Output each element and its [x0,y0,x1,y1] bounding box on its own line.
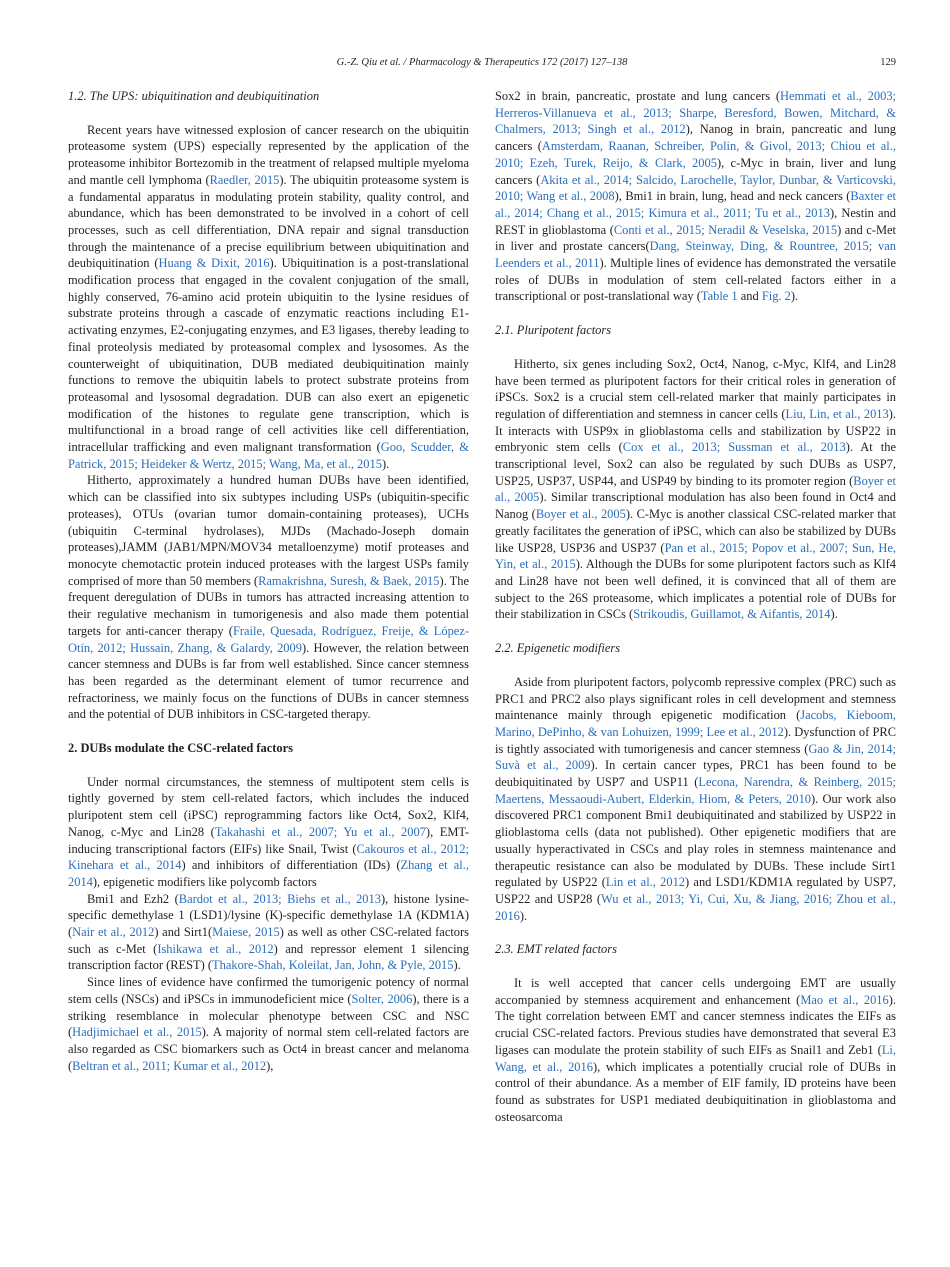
paragraph: Recent years have witnessed explosion of cancer research on the ubiquitin proteasome system (UPS) especially represented by the application of the proteasome inhibitor Bortezomib in the treatment of relapsed multiple myeloma and mantle cell lymphoma (Raedler, 2015). The ubiquitin proteasome system is a fundamental apparatus in modulating protein stability, quality control, and abundance, which has been demonstrated to be involved in a cohort of cell processes, such as cell differentiation, DNA repair and signal transduction through the maintenance of a precise equilibrium between ubiquitination and deubiquitination (Huang & Dixit, 2016). Ubiquitination is a post-translational modification process that engaged in the covalent conjugation of the small, highly conserved, 76-amino acid protein ubiquitin to the lysine residues of substrate proteins through a cascade of enzymatic reactions including E1-activating enzymes, E2-conjugating enzymes, and E3 ligases, thereby leading to final proteolysis mediated by proteasomal complex and lysosomes. As the counterweight of ubiquitination, DUB mediated deubiquitination mainly functions to remove the ubiquitin labels to protect substrate proteins from proteasomal and lysosomal degradation. DUB can also exert an epigenetic modification of the histones to regulate gene transcription, which is multifunctional in a broad range of cell activities like cell differentiation, intracellular trafficking and even malignant transformation (Goo, Scudder, & Patrick, 2015; Heideker & Wertz, 2015; Wang, Ma, et al., 2015). [68,122,469,471]
citation-link[interactable]: Pan et al., 2015; Popov et al., 2007; Sun, He, Yin, et al., 2015 [495,540,897,572]
table-link[interactable]: Table 1 [700,289,738,304]
citation-link[interactable]: Mao et al., 2016 [800,992,889,1007]
citation-link[interactable]: Zhang et al., 2014 [68,858,469,889]
citation-link[interactable]: Conti et al., 2015; Neradil & Veselska, 2015 [613,222,838,237]
citation-link[interactable]: Strikoudis, Guillamot, & Aifantis, 2014 [633,607,831,622]
citation-link[interactable]: Ishikawa et al., 2012 [157,941,274,956]
figure-link[interactable]: Fig. 2 [761,289,791,304]
journal-citation: G.-Z. Qiu et al. / Pharmacology & Therapeutics 172 (2017) 127–138 [336,57,628,68]
citation-link[interactable]: Nair et al., 2012 [72,925,155,940]
paragraph: Since lines of evidence have confirmed the tumorigenic potency of normal stem cells (NSCs) and iPSCs in immunodeficient mice (Solter, 2006), there is a striking resemblance in molecular phenotype between CSC and NSC (Hadjimichael et al., 2015). A majority of normal stem cell-related factors are also regarded as CSC biomarkers such as Oct4 in breast cancer and melanoma (Beltran et al., 2011; Kumar et al., 2012), [68,975,470,1073]
citation-link[interactable]: Gao & Jin, 2014; Suvà et al., 2009 [495,741,896,773]
citation-link[interactable]: Beltran et al., 2011; Kumar et al., 2012 [72,1058,267,1073]
citation-link[interactable]: Maiese, 2015 [212,925,280,940]
paragraph: Aside from pluripotent factors, polycomb repressive complex (PRC) such as PRC1 and PRC2 also plays significant roles in cell development and stemness maintenance mainly through epigenetic modification (Jacobs, Kieboom, Marino, DePinho, & van Lohuizen, 1999; Lee et al., 2012). Dysfunction of PRC is tightly associated with tumorigenesis and cancer stemness (Gao & Jin, 2014; Suvà et al., 2009). In certain cancer types, PRC1 has been found to be deubiquitinated by USP7 and USP11 (Lecona, Narendra, & Reinberg, 2015; Maertens, Messaoudi-Aubert, Elderkin, Hiom, & Peters, 2010). Our work also discovered PRC1 component Bmi1 deubiquitinated and stabilized by USP22 in glioblastoma cells (data not published). Other epigenetic modifiers that are usually hyperactivated in CSCs and play roles in stemness maintenance and therapeutic resistance can also be modulated by DUBs. These include Sirt1 regulated by USP22 (Lin et al., 2012) and LSD1/KDM1A regulated by USP7, USP22 and USP28 (Wu et al., 2013; Yi, Cui, Xu, & Jiang, 2016; Zhou et al., 2016). [495,674,897,923]
section-2-3-title: 2.3. EMT related factors [495,942,617,957]
section-2-title: 2. DUBs modulate the CSC-related factors [68,741,293,756]
section-1-2-title: 1.2. The UPS: ubiquitination and deubiquitination [68,89,320,103]
paragraph: It is well accepted that cancer cells undergoing EMT are usually accompanied by stemness acquirement and enhancement (Mao et al., 2016). The tight correlation between EMT and cancer stemness indicates the EIFs as crucial CSC-related factors. Previous studies have demonstrated that several E3 ligases can modulate the protein stability of such EIFs as Snail1 and Zeb1 (Li, Wang, et al., 2016), which implicates a potentially crucial role of DUBs in control of their abundance. As a member of EIF family, ID proteins have been found as substrates for USP1 mediated deubiquitination in glioblastoma and osteosarcoma [495,976,897,1124]
citation-link[interactable]: Cakouros et al., 2012; Kinehara et al., 2014 [68,841,469,873]
citation-link[interactable]: Amsterdam, Raanan, Schreiber, Polin, & Givol, 2013; Chiou et al., 2010; Ezeh, Turek, Reijo, & Clark, 2005 [495,139,896,170]
citation-link[interactable]: Raedler, 2015 [209,172,280,187]
paragraph: Hitherto, approximately a hundred human DUBs have been identified, which can be classified into six subtypes including USPs (ubiquitin-specific proteases), OTUs (ovarian tumor domain-containing proteases), UCHs (ubiquitin C-terminal hydrolases), MJDs (Machado-Joseph domain proteases),JAMM (JAB1/MPN/MOV34 metalloenzyme) motif proteases and monocyte chemotactic protein induced proteases with the largest USPs family comprised of more than 50 members (Ramakrishna, Suresh, & Baek, 2015). The frequent deregulation of DUBs in tumors has attracted increasing attention to their regulative mechanism in tumorigenesis and also made them potential targets for anti-cancer therapy (Fraile, Quesada, Rodríguez, Freije, & López-Otín, 2012; Hussain, Zhang, & Galardy, 2009). However, the relation between cancer stemness and DUBs is far from well established. Since cancer stemness has been regarded as the determinant element of tumor recurrence and refractoriness, we mainly focus on the functions of DUBs in cancer stemness and the potential of DUB inhibitors in CSC-targeted therapy. [68,473,469,722]
citation-link[interactable]: Boyer et al., 2005 [535,507,626,522]
citation-link[interactable]: Thakore-Shah, Koleilat, Jan, John, & Pyle, 2015 [212,958,454,973]
citation-link[interactable]: Ramakrishna, Suresh, & Baek, 2015 [258,573,440,588]
citation-link[interactable]: Boyer et al., 2005 [495,473,896,505]
paragraph: Hitherto, six genes including Sox2, Oct4, Nanog, c-Myc, Klf4, and Lin28 have been termed as pluripotent factors for their critical roles in generation of iPSCs. Sox2 is a crucial stem cell-related marker that mainly participates in regulation of differentiation and stemness in cancer cells (Liu, Lin, et al., 2013). It interacts with USP9x in glioblastoma cells and stabilization by USP22 in embryonic stem cells (Cox et al., 2013; Sussman et al., 2013). At the transcriptional level, Sox2 can also be regulated by such DUBs as USP7, USP25, USP37, USP44, and USP49 by binding to its promoter region (Boyer et al., 2005). Similar transcriptional modulation has also been found in Oct4 and Nanog (Boyer et al., 2005). C-Myc is another classical CSC-related marker that greatly facilitates the generation of iPSC, which can also be stabilized by DUBs like USP28, USP36 and USP37 (Pan et al., 2015; Popov et al., 2007; Sun, He, Yin, et al., 2015). Although the DUBs for some pluripotent factors such as Klf4 and Lin28 have not been well defined, it is convinced that all of them are subject to the 26S proteasome, which implicates a potential role of DUBs for their stabilization in CSCs (Strikoudis, Guillamot, & Aifantis, 2014). [495,356,897,622]
left-column [68,88,469,1074]
citation-link[interactable]: Dang, Steinway, Ding, & Rountree, 2015; van Leenders et al., 2011 [495,239,896,271]
citation-link[interactable]: Goo, Scudder, & Patrick, 2015; Heideker & Wertz, 2015; Wang, Ma, et al., 2015 [68,440,469,471]
paragraph: Sox2 in brain, pancreatic, prostate and lung cancers (Hemmati et al., 2003; Herreros-Villanueva et al., 2013; Sharpe, Beresford, Bowen, Mitchard, & Chalmers, 2013; Singh et al., 2012), Nanog in brain, pancreatic and lung cancers (Amsterdam, Raanan, Schreiber, Polin, & Givol, 2013; Chiou et al., 2010; Ezeh, Turek, Reijo, & Clark, 2005), c-Myc in brain, liver and lung cancers (Akita et al., 2014; Salcido, Larochelle, Taylor, Dunbar, & Varticovski, 2010; Wang et al., 2008), Bmi1 in brain, lung, head and neck cancers (Baxter et al., 2014; Chang et al., 2015; Kimura et al., 2011; Tu et al., 2013), Nestin and REST in glioblastoma (Conti et al., 2015; Neradil & Veselska, 2015) and c-Met in liver and prostate cancers(Dang, Steinway, Ding, & Rountree, 2015; van Leenders et al., 2011). Multiple lines of evidence has demonstrated the versatile roles of DUBs in modulation of stem cell-related factors either in a transcriptional or post-translational way (Table 1 and Fig. 2). [495,89,896,304]
section-2-2-title: 2.2. Epigenetic modifiers [495,641,621,656]
citation-link[interactable]: Cox et al., 2013; Sussman et al., 2013 [622,440,846,455]
citation-link[interactable]: Akita et al., 2014; Salcido, Larochelle, Taylor, Dunbar, & Varticovski, 2010; Wang et al., 2008 [495,172,896,204]
citation-link[interactable]: Wu et al., 2013; Yi, Cui, Xu, & Jiang, 2016; Zhou et al., 2016 [495,891,896,923]
citation-link[interactable]: Lecona, Narendra, & Reinberg, 2015; Maertens, Messaoudi-Aubert, Elderkin, Hiom, & Peters, 2010 [495,775,897,806]
citation-link[interactable]: Fraile, Quesada, Rodríguez, Freije, & López-Otín, 2012; Hussain, Zhang, & Galardy, 2009 [68,623,469,655]
paragraph: Bmi1 and Ezh2 (Bardot et al., 2013; Biehs et al., 2013), histone lysine-specific demethylase 1 (LSD1)/lysine (K)-specific demethylase 1A (KDM1A) (Nair et al., 2012) and Sirt1(Maiese, 2015) as well as other CSC-related factors such as c-Met (Ishikawa et al., 2012) and repressor element 1 silencing transcription factor (REST) (Thakore-Shah, Koleilat, Jan, John, & Pyle, 2015). [68,891,469,973]
running-header [68,57,896,73]
citation-link[interactable]: Takahashi et al., 2007; Yu et al., 2007 [214,824,426,839]
citation-link[interactable]: Solter, 2006 [351,991,413,1006]
page-number: 129 [880,57,896,68]
citation-link[interactable]: Hemmati et al., 2003; Herreros-Villanueva et al., 2013; Sharpe, Beresford, Bowen, Mitchard, & Chalmers, 2013; Singh et al., 2012 [495,89,896,137]
citation-link[interactable]: Jacobs, Kieboom, Marino, DePinho, & van Lohuizen, 1999; Lee et al., 2012 [495,708,896,739]
citation-link[interactable]: Huang & Dixit, 2016 [158,256,270,271]
citation-link[interactable]: Hadjimichael et al., 2015 [72,1025,202,1040]
section-2-1-title: 2.1. Pluripotent factors [495,323,612,338]
right-column [495,88,896,1125]
citation-link[interactable]: Lin et al., 2012 [605,875,686,890]
paragraph: Under normal circumstances, the stemness of multipotent stem cells is tightly governed by stem cell-related factors, which includes the induced pluripotent stem cell (iPSC) reprogramming factors like Oct4, Sox2, Klf4, Nanog, c-Myc and Lin28 (Takahashi et al., 2007; Yu et al., 2007), EMT-inducing transcriptional factors (EIFs) like Snail, Twist (Cakouros et al., 2012; Kinehara et al., 2014) and inhibitors of differentiation (IDs) (Zhang et al., 2014), epigenetic modifiers like polycomb factors [68,774,469,889]
citation-link[interactable]: Bardot et al., 2013; Biehs et al., 2013 [178,891,381,906]
citation-link[interactable]: Liu, Lin, et al., 2013 [785,406,889,421]
citation-link[interactable]: Li, Wang, et al., 2016 [495,1042,896,1074]
citation-link[interactable]: Baxter et al., 2014; Chang et al., 2015; Kimura et al., 2011; Tu et al., 2013 [495,189,896,220]
